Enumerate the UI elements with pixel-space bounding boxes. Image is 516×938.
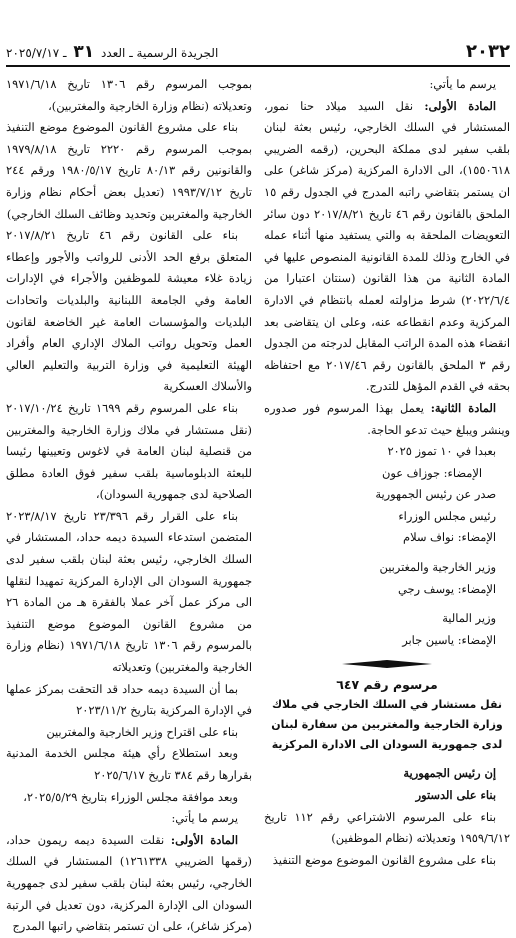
clause-proposal: بناء على اقتراح وزير الخارجية والمغتربين [46, 724, 238, 739]
article-two-label: المادة الثانية: [430, 400, 496, 415]
issue-number: ٣١ [73, 42, 95, 62]
president-heading: إن رئيس الجمهورية [403, 766, 496, 781]
issue-date: ـ ٢٠٢٥/٧/١٧ [6, 46, 67, 60]
clause-2220: بناء على مشروع القانون الموضوع موضع التنفيذ بموجب المرسوم رقم ٢٢٢٠ تاريخ ١٩٧٩/٨/١٨ والقانونين رقم ٨٠/١٣ تاريخ ١٩٨٠/٥/١٧ ورقم ٢٤٤ تاريخ ١٩٩٣/٧/١٢ (تعديل بعض أحكام نظام وزارة الخارجية والمغتربين وتحديد وظائف السلك الخارجي) [6, 120, 252, 221]
clause-cabinet: وبعد موافقة مجلس الوزراء بتاريخ ٢٠٢٥/٥/٢٩، [23, 789, 238, 804]
fin-signature: الإمضاء: ياسين جابر [402, 632, 496, 647]
clause-law-46: بناء على القانون رقم ٤٦ تاريخ ٢٠١٧/٨/٢١ المتعلق برفع الحد الأدنى للرواتب والأجور وإعطاء زيادة غلاء معيشة للموظفين والأجراء في الإدارات العامة وفي الجامعة اللبنانية والبلديات واتحادات البلديات والمؤسسات العامة غير الخاضعة لقانون العمل وتحويل رواتب الملاك الإداري العام وأفراد الهيئة التعليمية في وزارة التربية والتعليم العالي والأسلاك العسكرية [6, 228, 252, 394]
fm-signature: الإمضاء: يوسف رجي [398, 581, 496, 596]
article-one-b [6, 830, 252, 938]
article-one-label: المادة الأولى: [424, 98, 496, 113]
constitution-line: بناء على الدستور [415, 788, 496, 803]
draft-law-clause: بناء على مشروع القانون الموضوع موضع التنفيذ [272, 852, 496, 867]
page-number: ٢٠٣٢ [466, 41, 510, 62]
clause-1306: بموجب المرسوم رقم ١٣٠٦ تاريخ ١٩٧١/٦/١٨ وتعديلاته (نظام وزارة الخارجية والمغتربين)، [6, 77, 252, 113]
article-two [264, 398, 510, 441]
fin-title: وزير المالية [442, 611, 496, 626]
clause-1699: بناء على المرسوم رقم ١٦٩٩ تاريخ ٢٠١٧/١٠/٢٤ (نقل مستشار في ملاك وزارة الخارجية والمغتربين من قنصلية لبنان العامة في لاغوس وتعيينها رئيسا للبعثة الدبلوماسية بلقب سفير فوق العادة مطلق الصلاحية لدى جمهورية السودان)، [6, 400, 252, 502]
president-signature: الإمضاء: جوزاف عون [382, 465, 482, 480]
section-divider [264, 659, 510, 669]
fm-title: وزير الخارجية والمغتربين [379, 560, 496, 575]
decree-date: بعبدا في ١٠ تموز ٢٠٢٥ [387, 444, 496, 459]
article-one-b-label: المادة الأولى: [170, 832, 239, 847]
decree-intro: يرسم ما يأتي: [429, 77, 496, 91]
decree-subject: نقل مستشار في السلك الخارجي في ملاك وزارة الخارجية والمغتربين من سفارة لبنان لدى جمهورية السودان الى الادارة المركزية [271, 698, 503, 752]
left-column [6, 74, 252, 938]
article-one-b-text: نقلت السيدة ديمه ريمون حداد، (رقمها الضريبي ١٢٦١٣٣٨) المستشار في السلك الخارجي، رئيس بعثة لبنان بلقب سفير لدى جمهورية السودان الى الإدارة المركزية، دون تعديل في الرتبة (مركز شاغر)، على ان تستمر بتقاضي راتبها المدرج [6, 832, 252, 934]
ornament-divider-icon [342, 659, 432, 669]
decree-intro-2: يرسم ما يأتي: [171, 811, 238, 826]
article-two-text: يعمل بهذا المرسوم فور صدوره وينشر ويبلغ حيث تدعو الحاجة. [264, 400, 510, 437]
article-one [264, 96, 510, 398]
pm-title: رئيس مجلس الوزراء [398, 508, 496, 523]
law-112-clause: بناء على المرسوم الاشتراعي رقم ١١٢ تاريخ ١٩٥٩/٦/١٢ وتعديلاته (نظام الموظفين) [264, 809, 510, 846]
decree-title: مرسوم رقم ٦٤٧ [336, 677, 438, 693]
page-header [6, 36, 510, 67]
clause-decision-396: بناء على القرار رقم ٢٣/٣٩٦ تاريخ ٢٠٢٣/٨/١٧ المتضمن استدعاء السيدة ديمه حداد، المستشار في السلك الخارجي، رئيس بعثة لبنان بلقب سفير لدى جمهورية السودان الى الإدارة المركزية تمهيدا لنقلها الى مركز عمل آخر عملا بالفقرة هـ من المادة ٢٦ من مشروع القانون الموضوع موضع التنفيذ بالمرسوم رقم ١٣٠٦ تاريخ ١٩٧١/٦/١٨ (نظام وزارة الخارجية والمغتربين) وتعديلاته [6, 508, 253, 675]
right-column [264, 74, 510, 871]
pm-signature: الإمضاء: نواف سلام [403, 530, 496, 545]
clause-civil-service: وبعد استطلاع رأي هيئة مجلس الخدمة المدنية بقرارها رقم ٣٨٤ تاريخ ٢٠٢٥/٦/١٧ [6, 746, 252, 782]
article-one-text: نقل السيد ميلاد حنا نمور، المستشار في السلك الخارجي، رئيس بعثة لبنان بلقب سفير لدى مملكة البحرين، (رقمه الضريبي ١٥٥٠٦١٨)، الى الادارة المركزية (مركز شاغر) على ان يستمر بتقاضي راتبه المدرج في الجدول رقم ١٥ الملحق بالقانون رقم ٤٦ تاريخ ٢٠١٧/٨/٢١ دون سائر التعويضات الملحقة به والتي يستفيد منها أثناء عمله في الخارج وذلك للمدة القانونية المنصوص عليها في المادة الثانية من هذا القانون (سنتان اعتبارا من ٢٠٢٢/٦/٤) شرط مزاولته لعمله بانتظام في الادارة المركزية وعدم انقطاعه عنه، وعلى ان يتقاضى بعد انقضاء هذه المدة الراتب المقابل لدرجته من الجدول رقم ٣ الملحق بالقانون رقم ٢٠١٧/٤٦ مع احتفاظه بحقه في القدم المؤهل للتدرج. [264, 98, 510, 394]
issued-by: صدر عن رئيس الجمهورية [375, 487, 496, 502]
gazette-title [6, 42, 218, 62]
gazette-name: الجريدة الرسمية ـ العدد [100, 46, 219, 60]
clause-joined: بما أن السيدة ديمه حداد قد التحقت بمركز عملها في الإدارة المركزية بتاريخ ٢٠٢٣/١١/٢ [6, 681, 252, 718]
